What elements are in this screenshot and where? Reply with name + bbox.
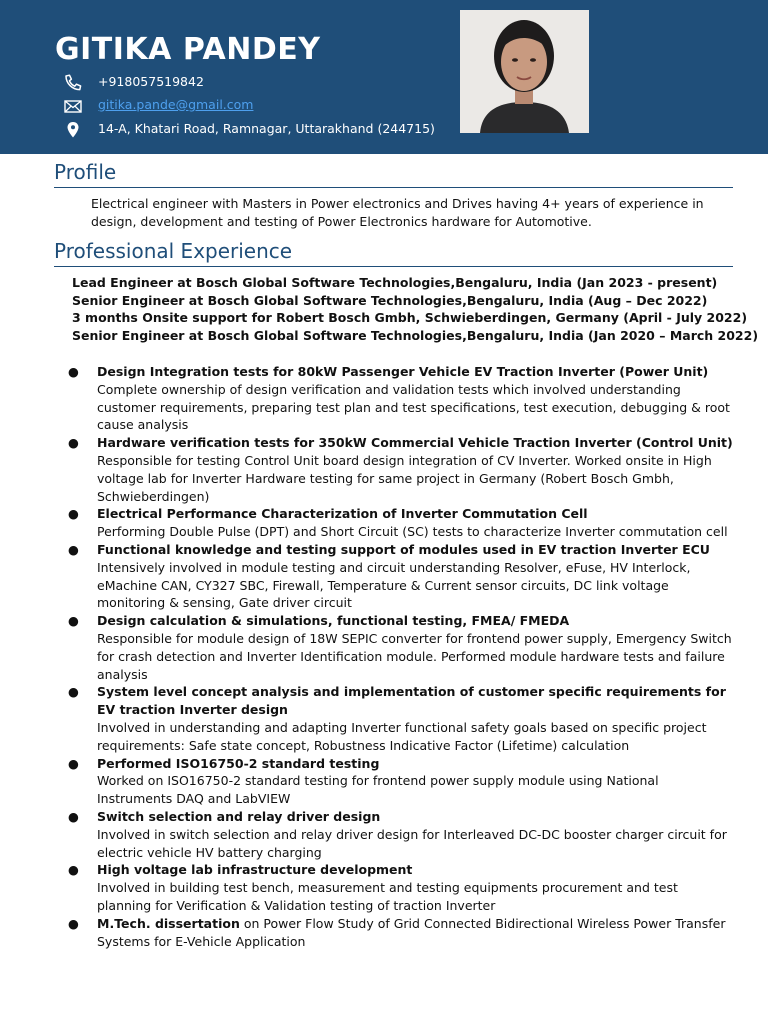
experience-item <box>68 434 736 505</box>
envelope-icon <box>62 97 84 115</box>
role-list <box>72 274 758 344</box>
role-item: 3 months Onsite support for Robert Bosch Gmbh, Schwieberdingen, Germany (April - July 2022) <box>72 310 748 326</box>
contact-phone <box>62 73 204 93</box>
item-title: Design calculation & simulations, functional testing, FMEA/ FMEDA <box>97 613 570 629</box>
bullet-marker: ● <box>68 435 79 451</box>
bullet-marker: ● <box>68 862 79 878</box>
experience-item <box>68 861 736 914</box>
item-title: Performed ISO16750-2 standard testing <box>97 755 380 771</box>
item-title: Functional knowledge and testing support of modules used in EV traction Inverter ECU <box>97 541 710 557</box>
item-description: Involved in building test bench, measurement and testing equipments procurement and test planning for Verification & Validation testing of traction Inverter <box>97 880 678 913</box>
contact-address <box>62 120 435 140</box>
bullet-marker: ● <box>68 506 79 522</box>
bullet-marker: ● <box>68 364 79 379</box>
item-title: M.Tech. dissertation <box>97 915 240 931</box>
experience-item <box>68 808 736 861</box>
phone-number: +918057519842 <box>98 74 204 89</box>
experience-item-list <box>68 363 736 950</box>
item-title: Hardware verification tests for 350kW Commercial Vehicle Traction Inverter (Control Unit) <box>97 435 733 451</box>
item-title: Design Integration tests for 80kW Passenger Vehicle EV Traction Inverter (Power Unit) <box>97 364 709 379</box>
experience-item <box>68 541 736 612</box>
experience-item <box>68 363 736 434</box>
email-link[interactable]: gitika.pande@gmail.com <box>98 97 254 112</box>
bullet-marker: ● <box>68 915 79 931</box>
bullet-marker: ● <box>68 613 79 629</box>
profile-photo <box>460 10 589 133</box>
experience-item <box>68 683 736 754</box>
item-description: Intensively involved in module testing and circuit understanding Resolver, eFuse, HV Interlock, eMachine CAN, CY327 SBC, Firewall, Temperature & Current sensor circuits, DC link voltage monitoring & sensing, Gate driver circuit <box>97 559 691 611</box>
role-item: Senior Engineer at Bosch Global Software Technologies,Bengaluru, India (Jan 2020 – March 2022) <box>72 327 759 343</box>
bullet-marker: ● <box>68 684 79 700</box>
role-item: Senior Engineer at Bosch Global Software Technologies,Bengaluru, India (Aug – Dec 2022) <box>72 292 708 308</box>
item-description: Performing Double Pulse (DPT) and Short Circuit (SC) tests to characterize Inverter commutation cell <box>97 524 728 540</box>
candidate-name: GITIKA PANDEY <box>55 32 321 67</box>
item-description: Involved in switch selection and relay driver design for Interleaved DC-DC booster charger circuit for electric vehicle HV battery charging <box>97 826 727 860</box>
bullet-marker: ● <box>68 541 79 557</box>
profile-summary: Electrical engineer with Masters in Power electronics and Drives having 4+ years of experience in design, development and testing of Power Electronics hardware for Automotive. <box>91 196 704 229</box>
experience-heading: Professional Experience <box>54 239 293 263</box>
experience-item <box>68 612 736 683</box>
location-pin-icon <box>62 121 84 139</box>
item-description: on Power Flow Study of Grid Connected Bidirectional Wireless Power Transfer Systems for E-Vehicle Application <box>97 915 726 949</box>
address-text: 14-A, Khatari Road, Ramnagar, Uttarakhand (244715) <box>98 121 435 136</box>
experience-item <box>68 915 736 951</box>
item-title: High voltage lab infrastructure development <box>97 862 413 878</box>
experience-divider <box>54 266 733 267</box>
item-description: Responsible for testing Control Unit board design integration of CV Inverter. Worked onsite in High voltage lab for Inverter Hardware testing for same project in Germany (Robert Bosch Gmbh, Schwieberdingen) <box>97 452 712 504</box>
header-banner <box>0 0 768 154</box>
profile-heading: Profile <box>54 160 117 184</box>
item-description: Worked on ISO16750-2 standard testing for frontend power supply module using National Instruments DAQ and LabVIEW <box>97 773 659 807</box>
phone-icon <box>62 74 84 92</box>
bullet-marker: ● <box>68 808 79 824</box>
item-description: Complete ownership of design verification and validation tests which involved understanding customer requirements, preparing test plan and test specifications, test execution, debugging & root cause analysis <box>97 381 730 433</box>
item-title: Switch selection and relay driver design <box>97 808 381 824</box>
item-title: Electrical Performance Characterization of Inverter Commutation Cell <box>97 506 588 522</box>
experience-item <box>68 505 736 541</box>
experience-item <box>68 755 736 808</box>
profile-divider <box>54 187 733 188</box>
contact-email <box>62 96 254 116</box>
bullet-marker: ● <box>68 755 79 771</box>
role-item: Lead Engineer at Bosch Global Software Technologies,Bengaluru, India (Jan 2023 - present) <box>72 275 718 290</box>
item-title: System level concept analysis and implementation of customer specific requirements for EV traction Inverter design <box>97 684 726 718</box>
item-description: Responsible for module design of 18W SEPIC converter for frontend power supply, Emergency Switch for crash detection and Inverter Identification module. Performed module hardware tests and failure analysis <box>97 630 732 682</box>
item-description: Involved in understanding and adapting Inverter functional safety goals based on specific project requirements: Safe state concept, Robustness Indicative Factor (Lifetime) calculation <box>97 719 707 753</box>
